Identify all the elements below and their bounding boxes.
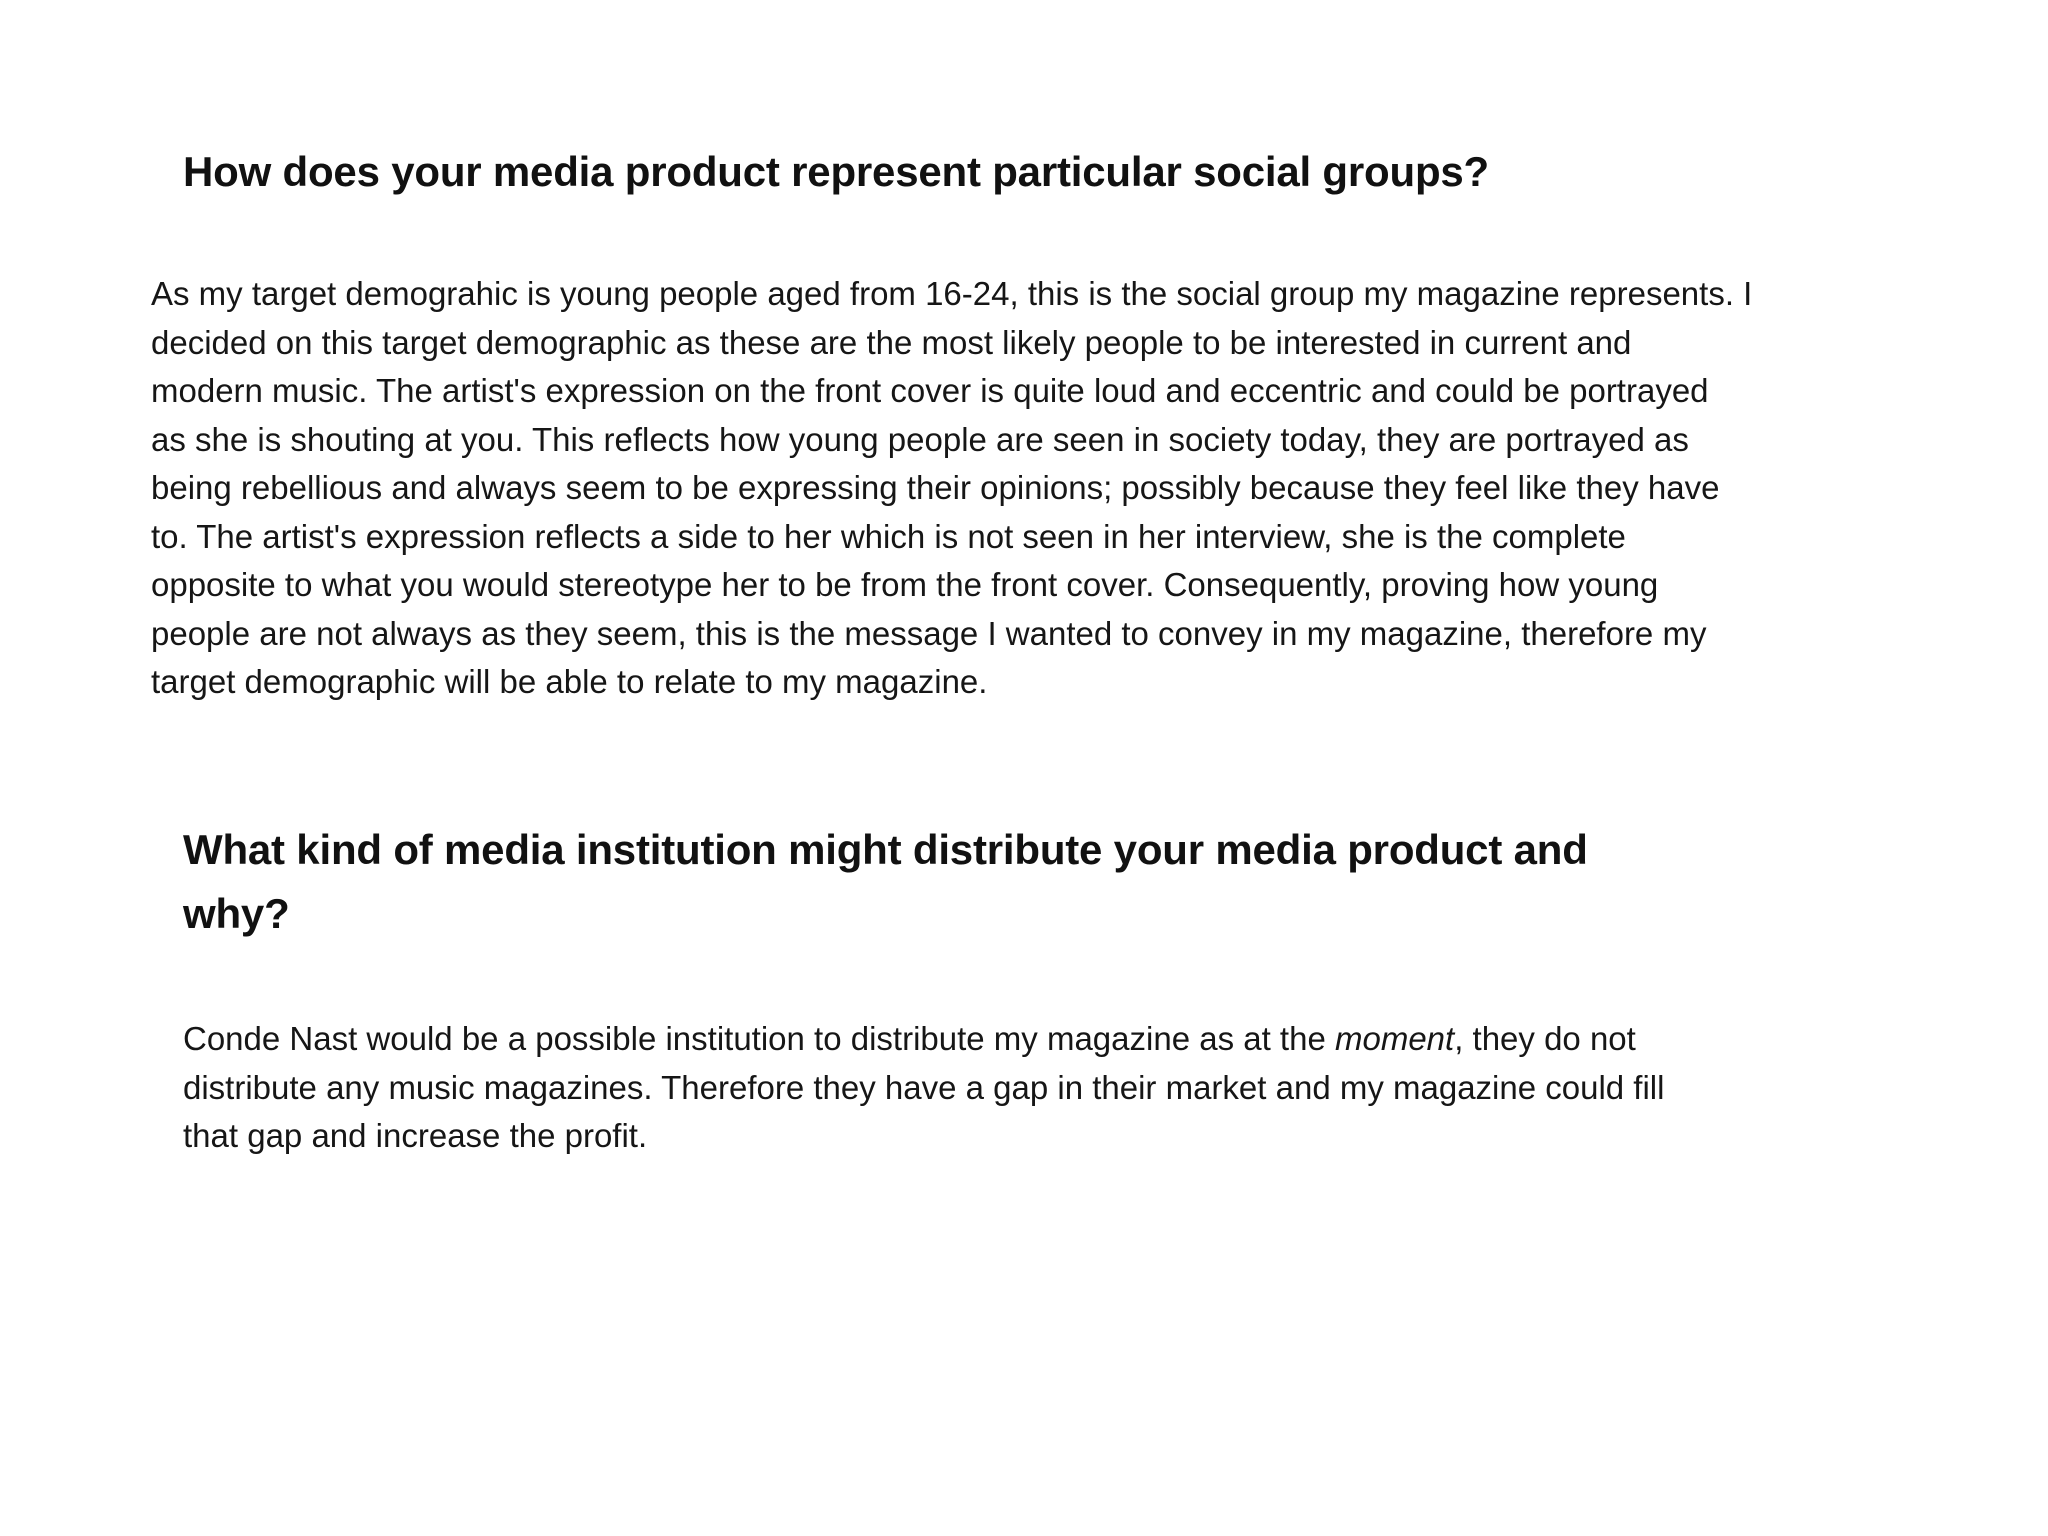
body-text-segment: Conde Nast would be a possible institution to distribute my magazine as at the <box>183 1020 1335 1057</box>
body-line: that gap and increase the profit. <box>183 1117 648 1154</box>
section-heading-social-groups: How does your media product represent particular social groups? <box>183 148 1490 195</box>
section-heading-media-institution <box>183 818 1763 946</box>
body-line <box>183 1015 1883 1064</box>
heading-line: What kind of media institution might distribute your media product and <box>183 826 1588 873</box>
body-line: as she is shouting at you. This reflects how young people are seen in society today, they are portrayed as <box>151 420 1689 458</box>
italic-emphasis: moment <box>1334 1020 1455 1057</box>
body-line: As my target demograhic is young people aged from 16-24, this is the social group my magazine represents. I <box>151 275 1753 312</box>
body-line: target demographic will be able to relate to my magazine. <box>151 663 988 700</box>
body-line: being rebellious and always seem to be expressing their opinions; possibly because they feel like they have <box>151 469 1720 506</box>
body-line: to. The artist's expression reflects a side to her which is not seen in her interview, she is the complete <box>151 517 1626 555</box>
section-body-social-groups <box>151 270 1941 707</box>
body-line: opposite to what you would stereotype her to be from the front cover. Consequently, proving how young <box>151 566 1659 603</box>
section-body-media-institution <box>183 1015 1883 1161</box>
heading-line: why? <box>183 890 290 937</box>
body-line: decided on this target demographic as these are the most likely people to be interested in current and <box>151 323 1632 361</box>
body-line: people are not always as they seem, this is the message I wanted to convey in my magazine, therefore my <box>151 614 1707 652</box>
body-line: modern music. The artist's expression on the front cover is quite loud and eccentric and could be portrayed <box>151 372 1709 409</box>
body-line: distribute any music magazines. Therefore they have a gap in their market and my magazine could fill <box>183 1068 1665 1106</box>
body-text-segment: , they do not <box>1454 1020 1636 1057</box>
